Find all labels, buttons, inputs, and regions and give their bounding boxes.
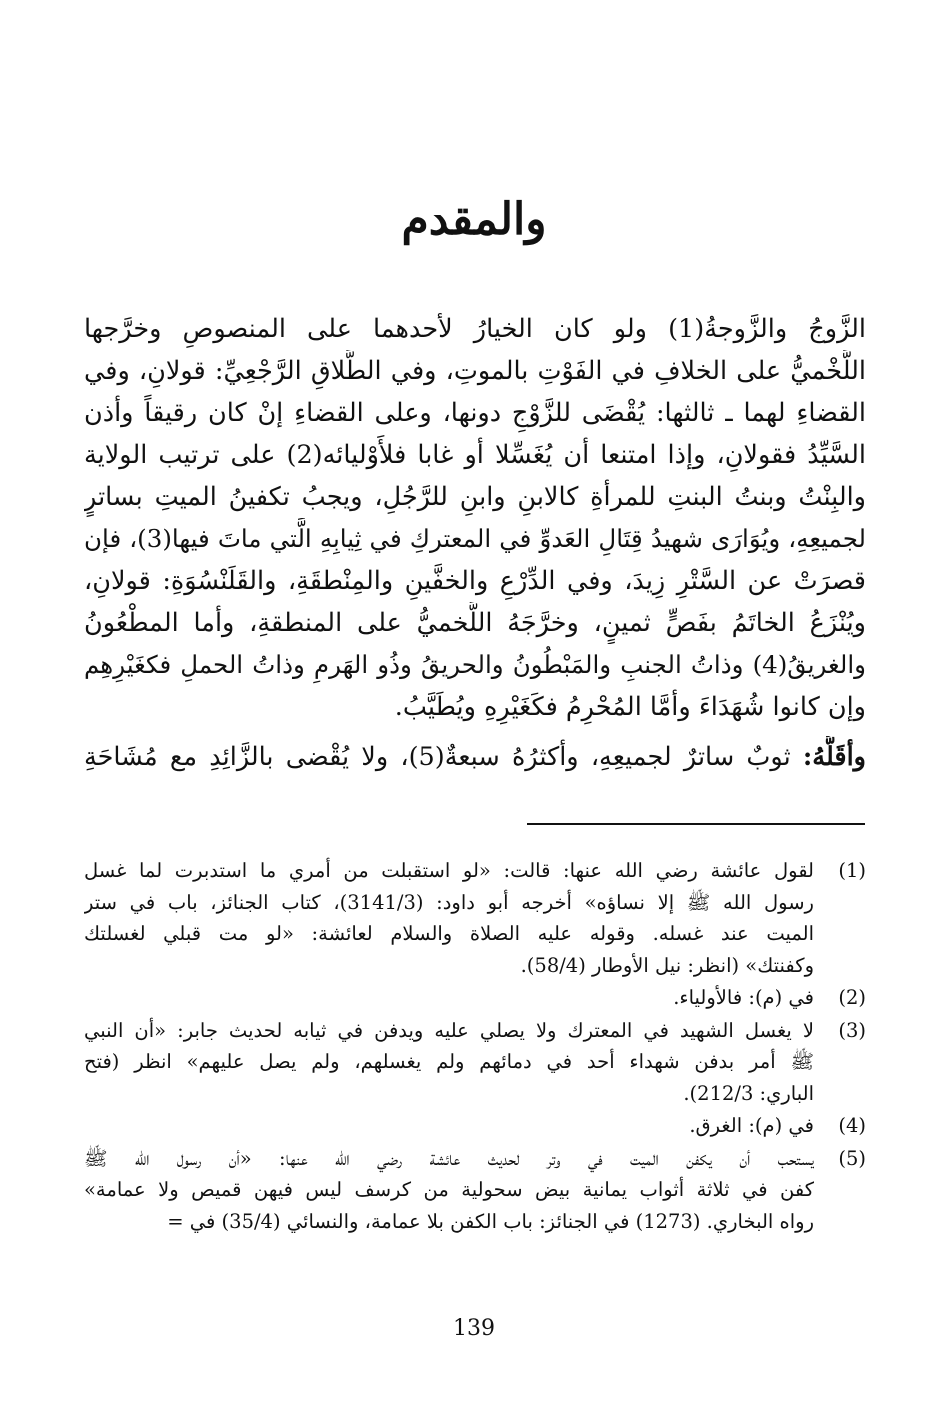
text-line: وإن كانوا شُهَدَاءَ وأمَّا المُحْرِمُ فكَغَيْرِهِ ويُطَيَّبُ. [394, 692, 866, 722]
text-line: والغريقُ(4) وذاتُ الجنبِ والمَبْطُونُ والحريقُ وذُو الهَرمِ وذاتُ الحملِ فكغَيْرِهِم [84, 650, 866, 679]
footnote-line: ﷺ أمر بدفن شهداء أحد في دمائهم ولم يغسلهم، ولم يصل عليهم» انظر (فتح [84, 1050, 814, 1073]
text-line: القضاءِ لهما ـ ثالثها: يُقْضَى للزَّوْجِ دونها، وعلى القضاءِ إنْ كان رقيقاً وأذن [84, 398, 866, 428]
footnote-line: كفن في ثلاثة أثواب يمانية بيض سحولية من كرسف ليس فيهن قميص ولا عمامة» [84, 1178, 814, 1201]
footnote [84, 1110, 866, 1142]
page-number: 139 [453, 1316, 495, 1341]
text-line: الزَّوجُ والزَّوجةُ(1) ولو كان الخيارُ لأحدهما على المنصوصِ وخرَّجها [84, 314, 866, 344]
footnote [84, 1015, 866, 1110]
paragraph-lead-word: وأقَلُّهُ: [802, 742, 866, 772]
footnote-number: (2) [838, 986, 866, 1009]
footnote-number: (3) [838, 1018, 866, 1042]
paragraph-text: ثوبٌ ساترٌ لجميعِهِ، وأكثرُهُ سبعةٌ(5)، ولا يُقْضى بالزَّائِدِ مع مُشَاحَةِ [84, 742, 803, 772]
text-line: ويُنْزَعُ الخاتَمُ بفَصٍّ ثمينٍ، وخرَّجَهُ اللَّخميُّ على المنطقةِ، وأما المطْعُونُ [84, 608, 866, 638]
text-line [84, 736, 866, 778]
footnote-line: الميت عند غسله. وقوله عليه الصلاة والسلام لعائشة: «لو مت قبلي لغسلتك [84, 922, 814, 945]
footnote-number: (5) [838, 1146, 866, 1170]
main-text [84, 308, 866, 778]
text-line: قصرَتْ عن السَّتْرِ زِيدَ، وفي الدِّرْعِ والخفَّينِ والمِنْطقَةِ، والقَلَنْسُوَةِ: قولانِ، [84, 566, 866, 596]
footnote-line: رواه البخاري. (1273) في الجنائز: باب الكفن بلا عمامة، والنسائي (35/4) في = [167, 1209, 814, 1233]
footnote [84, 982, 866, 1014]
footnote-line: لا يغسل الشهيد في المعترك ولا يصلي عليه ويدفن في ثيابه لحديث جابر: «أن النبي [84, 1018, 814, 1042]
footnote-number: (1) [838, 859, 866, 882]
footnote-line: الباري: 212/3). [683, 1081, 814, 1105]
footnotes [84, 855, 866, 1238]
footnote [84, 1143, 866, 1238]
footnote-line: وكفنتك» (انظر: نيل الأوطار (58/4). [520, 953, 814, 977]
text-line: والبِنْتُ وبنتُ البنتِ للمرأةِ كالابنِ وابنِ للرَّجُلِ، ويجبُ تكفينُ الميتِ بساترٍ [84, 482, 866, 512]
text-line: السَّيِّدُ فقولانِ، وإذا امتنعا أن يُغَسِّلا أو غابا فلأَوْليائه(2) على ترتيب الولاية [84, 440, 866, 470]
footnote-number: (4) [838, 1114, 866, 1137]
footnote-line: في (م): فالأولياء. [673, 986, 814, 1009]
footnote [84, 855, 866, 981]
footnote-line: لقول عائشة رضي الله عنها: قالت: «لو استقبلت من أمري ما استدبرت لما غسل [84, 859, 814, 882]
footnote-line: في (م): الغرق. [689, 1114, 814, 1137]
footnote-line: يستحب أن يكفن الميت في وتر لحديث عائشة رضي الله عنها: «أن رسول الله ﷺ [84, 1146, 814, 1170]
footnote-line: رسول الله ﷺ إلا نساؤه» أخرجه أبو داود: (3141/3)، كتاب الجنائز، باب في ستر [84, 890, 814, 914]
text-line: لجميعِهِ، ويُوَارَى شهيدُ قِتَالِ العَدوِّ في المعتركِ في ثِيابِهِ الَّتي ماتَ فيها(3)، فإن [84, 524, 866, 553]
footnote-separator [527, 823, 865, 825]
section-heading: والمقدم [401, 194, 547, 245]
text-line: اللَّخْميُّ على الخلافِ في الفَوْتِ بالموتِ، وفي الطَّلاقِ الرَّجْعِيِّ: قولانِ، وفي [84, 356, 866, 386]
